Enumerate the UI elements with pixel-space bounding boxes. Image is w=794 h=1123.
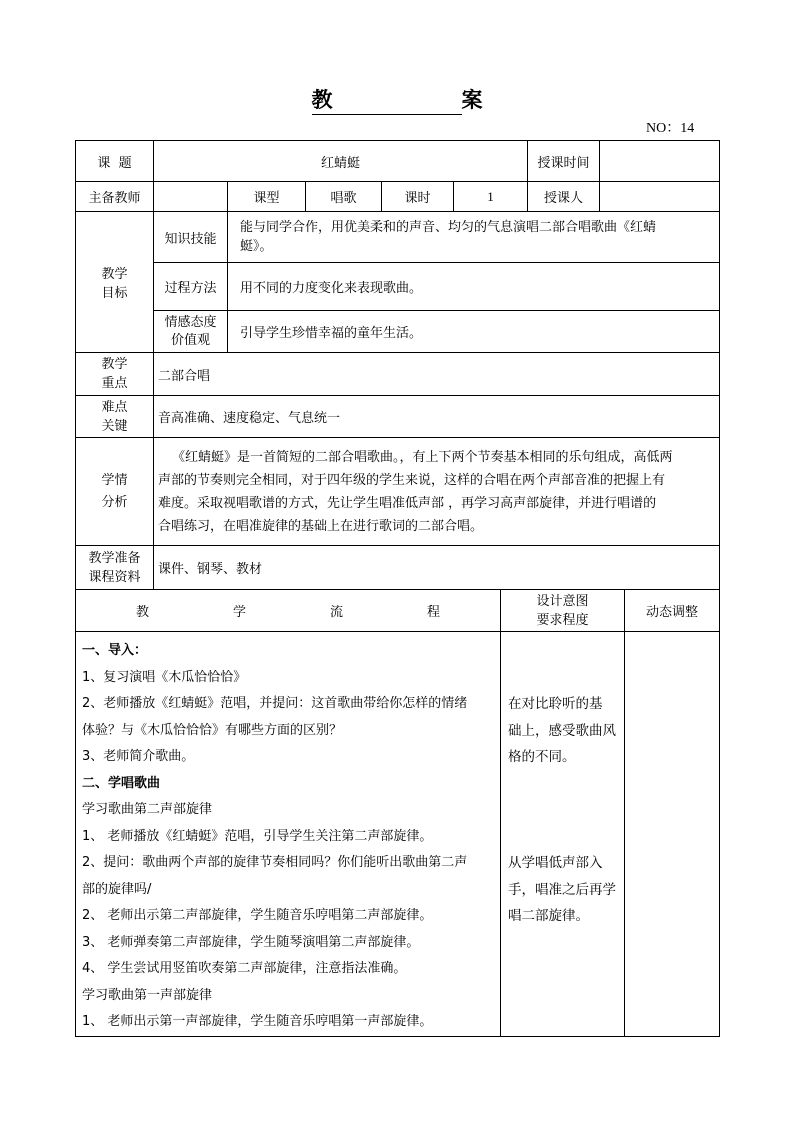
key-point-label: 教学 重点 (76, 353, 154, 396)
adjustment-content (625, 632, 720, 1037)
class-time-label: 授课时间 (528, 141, 600, 182)
lecturer-value (600, 182, 720, 212)
design-note: 从学唱低声部入 (508, 855, 603, 871)
preparation-text: 课件、钢琴、教材 (154, 546, 720, 590)
topic-value: 红蜻蜓 (154, 141, 528, 182)
list-item: 1、复习演唱《木瓜恰恰恰》 (82, 669, 247, 685)
adjustment-header: 动态调整 (625, 590, 720, 632)
goal-emotion-text: 引导学生珍惜幸福的童年生活。 (228, 311, 720, 353)
preparation-label: 教学准备 课程资料 (76, 546, 154, 590)
design-intent-content (501, 632, 625, 1037)
title-char-2: 案 (461, 88, 483, 112)
document-title (0, 84, 794, 115)
list-item: 4、 学生尝试用竖笛吹奏第二声部旋律，注意指法准确。 (82, 961, 407, 976)
list-item: 3、老师简介歌曲。 (82, 749, 195, 764)
teaching-goals-label: 教学 目标 (76, 212, 154, 353)
list-item: 学习歌曲第二声部旋律 (82, 802, 213, 817)
lead-teacher-label: 主备教师 (76, 182, 154, 212)
list-item: 2、老师播放《红蜻蜓》范唱，并提问：这首歌曲带给你怎样的情绪 (82, 696, 468, 711)
class-time-value (600, 141, 720, 182)
lead-teacher-value (154, 182, 228, 212)
topic-label: 课 题 (76, 141, 154, 182)
key-point-text: 二部合唱 (154, 353, 720, 396)
list-item: 体验？与《木瓜恰恰恰》有哪些方面的区别？ (82, 722, 343, 738)
teaching-process-table (75, 589, 720, 1037)
list-item: 2、提问：歌曲两个声部的旋律节奏相同吗？你们能听出歌曲第二声 (82, 855, 468, 870)
design-note: 础上，感受歌曲风 (508, 722, 616, 739)
goal-process-label: 过程方法 (154, 263, 228, 311)
section-heading: 一、导入： (82, 643, 148, 658)
lesson-type-value: 唱歌 (306, 182, 382, 212)
goal-knowledge-text: 能与同学合作，用优美柔和的声音、均匀的气息演唱二部合唱歌曲《红蜻 蜓》。 (228, 212, 720, 263)
goal-process-text: 用不同的力度变化来表现歌曲。 (228, 263, 720, 311)
document-number: NO：14 (646, 121, 695, 136)
class-hours-value: 1 (454, 182, 528, 212)
design-note: 唱二部旋律。 (508, 908, 589, 924)
student-analysis-label: 学情 分析 (76, 438, 154, 546)
list-item: 1、 老师出示第一声部旋律，学生随音乐哼唱第一声部旋律。 (82, 1014, 433, 1029)
goal-emotion-label: 情感态度 价值观 (154, 311, 228, 353)
title-char-1: 教 (312, 84, 462, 115)
lesson-info-table (75, 140, 720, 590)
class-hours-label: 课时 (382, 182, 454, 212)
process-content (76, 632, 501, 1037)
goal-knowledge-label: 知识技能 (154, 212, 228, 263)
section-heading: 二、学唱歌曲 (82, 775, 161, 791)
design-note: 手，唱准之后再学 (508, 881, 616, 898)
design-intent-header: 设计意图 要求程度 (501, 590, 625, 632)
design-note: 在对比聆听的基 (508, 696, 603, 712)
process-header: 教 学 流 程 (76, 590, 501, 632)
difficulty-text: 音高准确、速度稳定、气息统一 (154, 396, 720, 438)
list-item: 部的旋律吗/ (82, 881, 152, 897)
student-analysis-text: 《红蜻蜓》是一首简短的二部合唱歌曲。，有上下两个节奏基本相同的乐句组成，高低两 声部的节奏则完全相同，对于四年级的学生来说，这样的合唱在两个声部音准的把握上有 难度。采取视唱歌谱的方式，先让学生唱准低声部 ，再学习高声部旋律，并进行唱谱的 合唱练习，在唱准旋律的基础上在进行歌词的二部合唱。 (154, 438, 720, 546)
list-item: 3、 老师弹奏第二声部旋律，学生随琴演唱第二声部旋律。 (82, 934, 420, 950)
difficulty-label: 难点 关键 (76, 396, 154, 438)
list-item: 学习歌曲第一声部旋律 (82, 987, 213, 1003)
lecturer-label: 授课人 (528, 182, 600, 212)
list-item: 1、 老师播放《红蜻蜓》范唱，引导学生关注第二声部旋律。 (82, 828, 433, 844)
design-note: 格的不同。 (508, 749, 576, 765)
list-item: 2、 老师出示第二声部旋律，学生随音乐哼唱第二声部旋律。 (82, 908, 433, 923)
lesson-type-label: 课型 (228, 182, 306, 212)
